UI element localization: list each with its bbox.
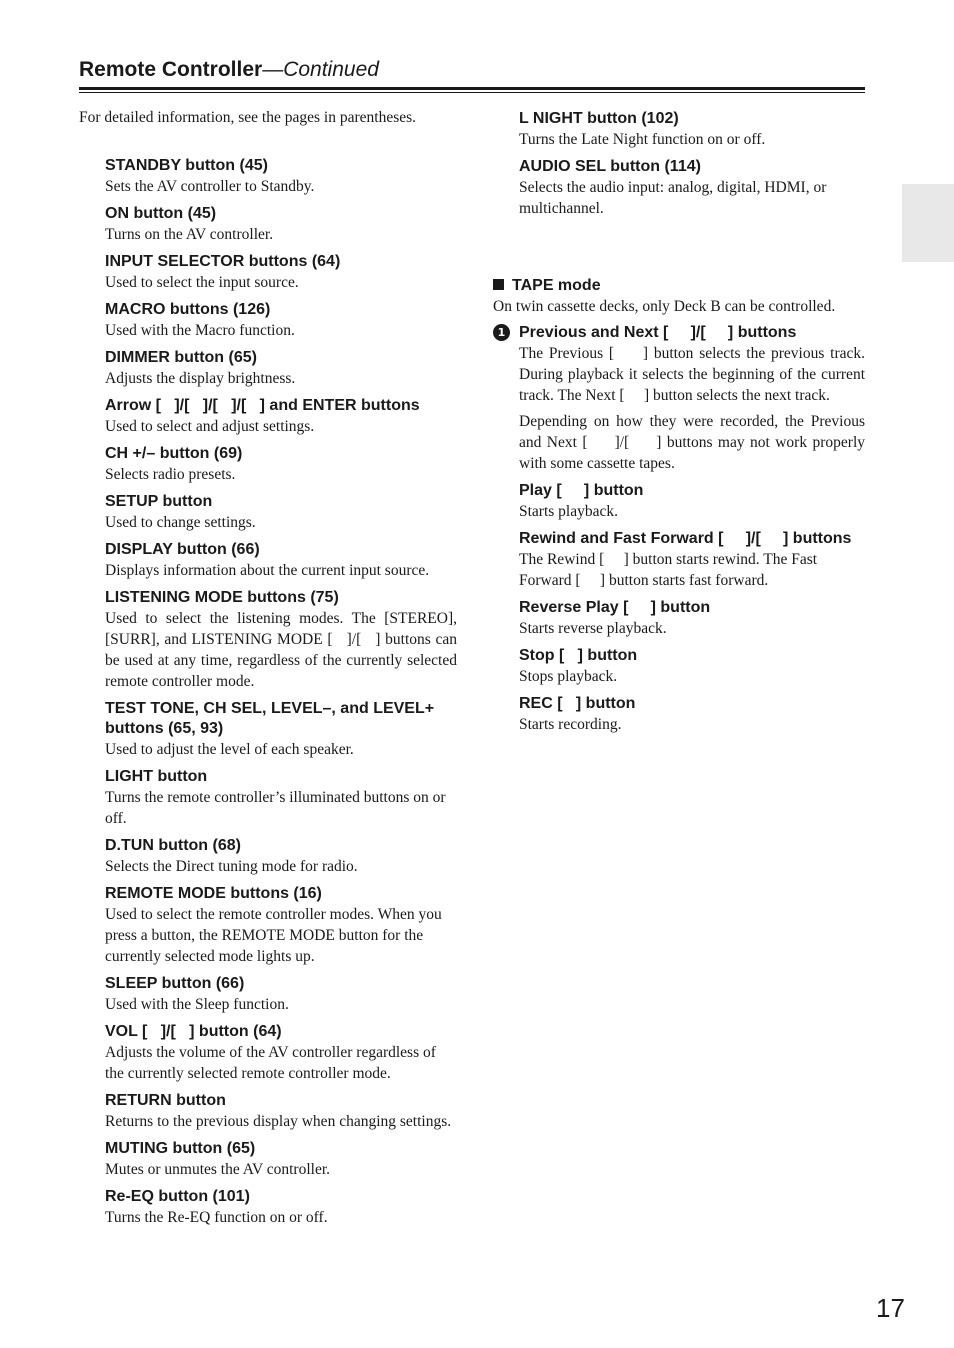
entry-term: CH +/– button (69)	[105, 445, 243, 462]
tape-mode-heading	[493, 276, 865, 296]
entry-desc: The Rewind [ ] button starts rewind. The Fast Forward [ ] button starts fast forward.	[519, 551, 818, 589]
entry-desc: Selects the Direct tuning mode for radio.	[105, 858, 358, 875]
entry-desc: Mutes or unmutes the AV controller.	[105, 1161, 331, 1178]
entry-listening-mode	[105, 588, 457, 692]
entry-term: Previous and Next [ ]/[ ] buttons	[519, 324, 797, 341]
entry-desc: Starts playback.	[519, 503, 619, 520]
entry-term: Play [ ] button	[519, 482, 644, 499]
section-tab	[902, 184, 954, 262]
entry-desc: Sets the AV controller to Standby.	[105, 178, 315, 195]
entry-dimmer	[105, 348, 457, 389]
entry-audio-sel	[519, 157, 869, 219]
entry-stop	[519, 646, 865, 687]
entry-term: Re-EQ button (101)	[105, 1188, 250, 1205]
entry-remote-mode	[105, 884, 457, 967]
entry-term: LIGHT button	[105, 768, 208, 785]
entry-term: MUTING button (65)	[105, 1140, 256, 1157]
entry-desc: Selects the audio input: analog, digital, HDMI, or multichannel.	[519, 179, 827, 217]
right-column	[519, 109, 869, 226]
tape-mode-intro: On twin cassette decks, only Deck B can be controlled.	[493, 298, 836, 315]
entry-l-night	[519, 109, 869, 150]
entry-desc: Turns the remote controller’s illuminated buttons on or off.	[105, 789, 446, 827]
entry-term: ON button (45)	[105, 205, 217, 222]
entry-term: Arrow [ ]/[ ]/[ ]/[ ] and ENTER buttons	[105, 397, 420, 414]
entry-term: REC [ ] button	[519, 695, 636, 712]
entry-sleep	[105, 974, 457, 1015]
tape-mode-section	[493, 276, 865, 317]
entry-term: INPUT SELECTOR buttons (64)	[105, 253, 341, 270]
entry-prev-next	[519, 323, 865, 474]
entry-term: RETURN button	[105, 1092, 226, 1109]
entry-desc: Used to change settings.	[105, 514, 256, 531]
entry-term: Rewind and Fast Forward [ ]/[ ] buttons	[519, 530, 852, 547]
entry-test-tone	[105, 699, 457, 760]
entry-term: L NIGHT button (102)	[519, 110, 679, 127]
entry-desc: Used with the Sleep function.	[105, 996, 289, 1013]
entry-desc: The Previous [ ] button selects the previous track. During playback it selects the beginning of the current track. The Next [ ] button selects the next track.	[519, 345, 865, 404]
entry-term: D.TUN button (68)	[105, 837, 241, 854]
left-column	[105, 156, 457, 1235]
entry-term: LISTENING MODE buttons (75)	[105, 589, 339, 606]
number-1-icon: 1	[493, 324, 510, 341]
header-rule-thin	[79, 92, 865, 93]
entry-desc: Starts recording.	[519, 716, 622, 733]
entry-desc: Turns the Re-EQ function on or off.	[105, 1209, 328, 1226]
entry-desc: Used to select the listening modes. The [STEREO], [SURR], and LISTENING MODE [ ]/[ ] buttons can be used at any time, regardless of the currently selected remote controller mode.	[105, 610, 457, 690]
entry-muting	[105, 1139, 457, 1180]
entry-rewind-ff	[519, 529, 865, 591]
entry-re-eq	[105, 1187, 457, 1228]
entry-desc: Used to adjust the level of each speaker.	[105, 741, 354, 758]
entry-setup	[105, 492, 457, 533]
entry-term: SETUP button	[105, 493, 213, 510]
entry-desc: Turns the Late Night function on or off.	[519, 131, 766, 148]
entry-on	[105, 204, 457, 245]
entry-input-selector	[105, 252, 457, 293]
entry-desc: Turns on the AV controller.	[105, 226, 274, 243]
entry-desc: Used to select the input source.	[105, 274, 299, 291]
entry-desc: Used to select and adjust settings.	[105, 418, 315, 435]
page-title-continued: —Continued	[262, 58, 379, 81]
entry-desc: Starts reverse playback.	[519, 620, 667, 637]
square-bullet-icon	[493, 279, 504, 290]
tape-mode-heading-text: TAPE mode	[512, 277, 601, 294]
entry-reverse-play	[519, 598, 865, 639]
page-header	[79, 57, 865, 83]
entry-ch	[105, 444, 457, 485]
entry-term: STANDBY button (45)	[105, 157, 268, 174]
entry-term: DISPLAY button (66)	[105, 541, 260, 558]
entry-standby	[105, 156, 457, 197]
entry-desc: Adjusts the volume of the AV controller regardless of the currently selected remote controller mode.	[105, 1044, 436, 1082]
entry-light	[105, 767, 457, 829]
entry-rec	[519, 694, 865, 735]
entry-desc: Selects radio presets.	[105, 466, 236, 483]
entry-macro	[105, 300, 457, 341]
page-title	[79, 57, 865, 83]
entry-return	[105, 1091, 457, 1132]
entry-term: DIMMER button (65)	[105, 349, 257, 366]
tape-entries	[519, 323, 865, 742]
entry-term: SLEEP button (66)	[105, 975, 245, 992]
header-rule-thick	[79, 87, 865, 90]
entry-desc: Returns to the previous display when changing settings.	[105, 1113, 452, 1130]
entry-dtun	[105, 836, 457, 877]
entry-desc: Displays information about the current input source.	[105, 562, 430, 579]
entry-play	[519, 481, 865, 522]
entry-desc-note: Depending on how they were recorded, the Previous and Next [ ]/[ ] buttons may not work properly with some cassette tapes.	[519, 413, 865, 472]
entry-vol	[105, 1022, 457, 1084]
page-number: 17	[876, 1293, 905, 1323]
entry-term: Reverse Play [ ] button	[519, 599, 711, 616]
entry-term: Stop [ ] button	[519, 647, 638, 664]
page-title-main: Remote Controller	[79, 58, 263, 81]
entry-term: AUDIO SEL button (114)	[519, 158, 701, 175]
entry-display	[105, 540, 457, 581]
entry-desc: Adjusts the display brightness.	[105, 370, 296, 387]
entry-arrow-enter	[105, 396, 457, 437]
entry-term: TEST TONE, CH SEL, LEVEL–, and LEVEL+ buttons (65, 93)	[105, 700, 435, 737]
entry-term: VOL [ ]/[ ] button (64)	[105, 1023, 282, 1040]
intro-text: For detailed information, see the pages in parentheses.	[79, 109, 417, 126]
entry-desc: Stops playback.	[519, 668, 618, 685]
entry-term: REMOTE MODE buttons (16)	[105, 885, 322, 902]
entry-term: MACRO buttons (126)	[105, 301, 271, 318]
entry-desc: Used to select the remote controller modes. When you press a button, the REMOTE MODE button for the currently selected mode lights up.	[105, 906, 442, 965]
entry-desc: Used with the Macro function.	[105, 322, 295, 339]
